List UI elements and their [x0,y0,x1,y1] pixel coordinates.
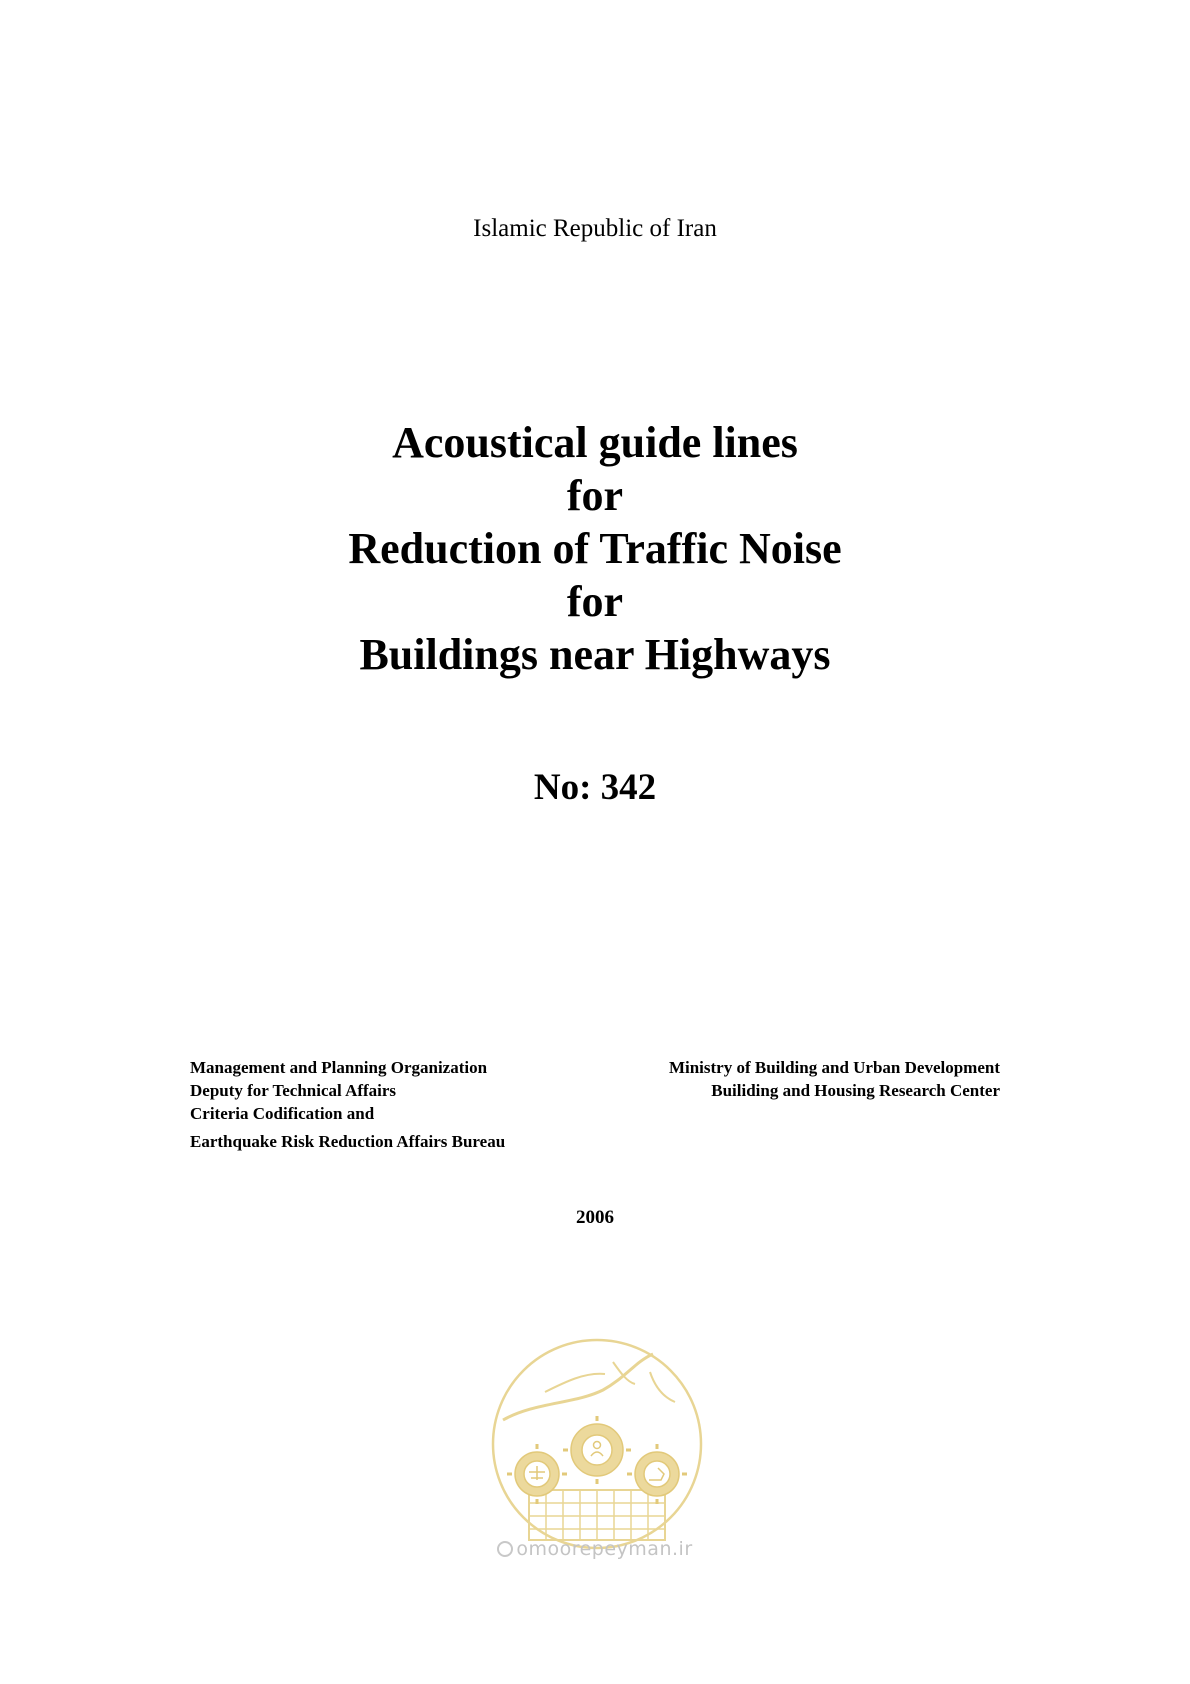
organization-right [669,1056,1000,1102]
organization-left [190,1056,505,1153]
publication-year: 2006 [576,1207,614,1228]
title-line-2: for [566,471,624,520]
title-line-3: Reduction of Traffic Noise [348,524,842,573]
org-left-line-2: Deputy for Technical Affairs [190,1081,397,1100]
org-right-line-2: Builiding and Housing Research Center [711,1081,1000,1100]
title-line-4: for [566,577,624,626]
org-left-line-3: Criteria Codification and [190,1104,375,1123]
watermark-site-text: omoorepeyman.ir [516,1538,693,1560]
org-left-line-1: Management and Planning Organization [190,1058,488,1077]
watermark-site-url [0,1538,1190,1560]
country-name: Islamic Republic of Iran [473,215,717,242]
at-icon [497,1541,513,1557]
document-title [0,416,1190,681]
publication-number: No: 342 [533,767,657,808]
title-line-1: Acoustical guide lines [392,418,798,467]
omoorepeyman-logo-icon [485,1332,709,1572]
title-line-5: Buildings near Highways [359,630,831,679]
org-left-line-4: Earthquake Risk Reduction Affairs Bureau [190,1132,506,1151]
org-right-line-1: Ministry of Building and Urban Development [668,1058,1000,1077]
